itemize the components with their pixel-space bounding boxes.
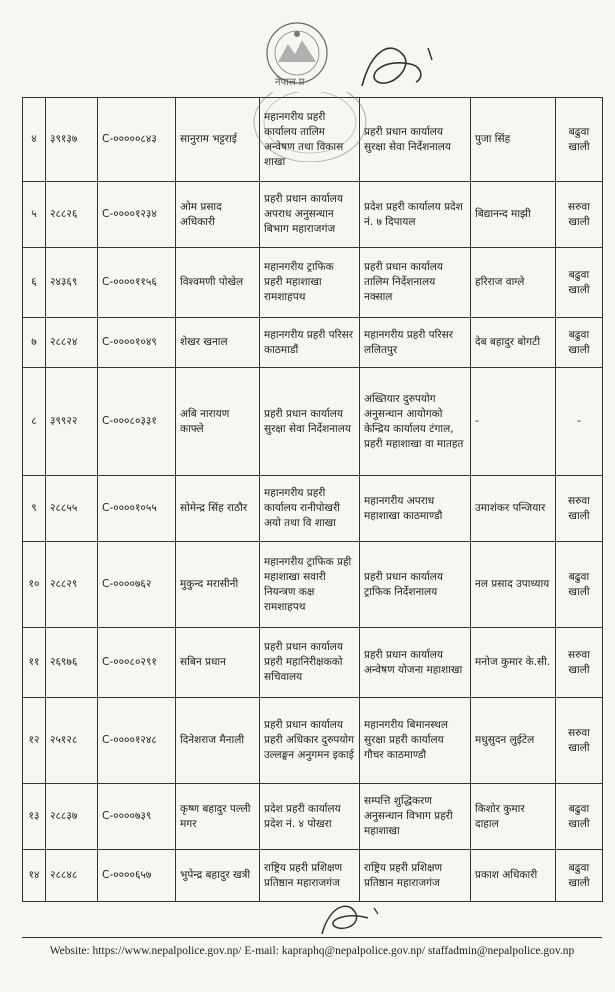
row-name: अबि नारायण काफ्ले — [176, 368, 260, 476]
row-replacement: उमाशंकर पन्जियार — [471, 476, 556, 542]
row-remark: सरुवा खाली — [556, 698, 603, 784]
row-code-number: C-०००८०३३१ — [98, 368, 176, 476]
row-current-office: महानगरीय प्रहरी कार्यालय रानीपोखरी अयो तथा वि शाखा — [260, 476, 360, 542]
row-name: विश्वमणी पोखेल — [176, 248, 260, 318]
table-row — [23, 182, 603, 248]
table-row — [23, 698, 603, 784]
seal-caption: नेपाल प्र — [275, 77, 305, 88]
row-serial-number: ८ — [23, 368, 46, 476]
row-code-number: C-००००७६२ — [98, 542, 176, 628]
row-employee-id: २८८२४ — [46, 318, 98, 368]
row-remark: सरुवा खाली — [556, 476, 603, 542]
row-replacement: नल प्रसाद उपाध्याय — [471, 542, 556, 628]
row-replacement: मधुसुदन लुईटेल — [471, 698, 556, 784]
row-new-office: प्रहरी प्रधान कार्यालय ट्राफिक निर्देशनालय — [360, 542, 471, 628]
row-code-number: C-००००१०४९ — [98, 318, 176, 368]
row-name: सबिन प्रधान — [176, 628, 260, 698]
table-row — [23, 98, 603, 182]
row-serial-number: ५ — [23, 182, 46, 248]
row-name: शेखर खनाल — [176, 318, 260, 368]
row-employee-id: २८८५५ — [46, 476, 98, 542]
row-current-office: प्रहरी प्रधान कार्यालय प्रहरी अधिकार दुरुपयोग उल्लङ्घन अनुगमन इकाई — [260, 698, 360, 784]
row-remark: बढुवा खाली — [556, 784, 603, 850]
row-serial-number: १४ — [23, 850, 46, 902]
row-name: भुपेन्द्र बहादुर खत्री — [176, 850, 260, 902]
row-new-office: प्रहरी प्रधान कार्यालय सुरक्षा सेवा निर्देशनालय — [360, 98, 471, 182]
row-new-office: प्रदेश प्रहरी कार्यालय प्रदेश नं. ७ दिपायल — [360, 182, 471, 248]
row-current-office: महानगरीय ट्राफिक प्रही महाशाखा सवारी नियन्त्रण कक्ष रामशाहपथ — [260, 542, 360, 628]
row-replacement: प्रकाश अधिकारी — [471, 850, 556, 902]
row-current-office: प्रदेश प्रहरी कार्यालय प्रदेश नं. ४ पोखरा — [260, 784, 360, 850]
row-replacement: पुजा सिंह — [471, 98, 556, 182]
table-row — [23, 476, 603, 542]
row-new-office: महानगरीय अपराध महाशाखा काठमाण्डौ — [360, 476, 471, 542]
table-row — [23, 628, 603, 698]
row-new-office: सम्पत्ति शुद्धिकरण अनुसन्धान विभाग प्रहरी महाशाखा — [360, 784, 471, 850]
row-code-number: C-००००६५७ — [98, 850, 176, 902]
footer-contact: Website: https://www.nepalpolice.gov.np/ E-mail: kapraphq@nepalpolice.gov.np/ staffadmin@nepalpolice.gov.np — [49, 945, 575, 957]
row-remark: बढुवा खाली — [556, 248, 603, 318]
row-name: मुकुन्द मरासीनी — [176, 542, 260, 628]
row-code-number: C-००००१२४८ — [98, 698, 176, 784]
row-employee-id: २८८४८ — [46, 850, 98, 902]
row-remark: बढुवा खाली — [556, 318, 603, 368]
signature-top-icon — [352, 38, 442, 98]
row-current-office: महानगरीय प्रहरी कार्यालय तालिम अन्वेषण तथा विकास शाखा — [260, 98, 360, 182]
table-row — [23, 368, 603, 476]
row-serial-number: १० — [23, 542, 46, 628]
row-employee-id: २५१२८ — [46, 698, 98, 784]
row-employee-id: २८८२६ — [46, 182, 98, 248]
row-name: सोमेन्द्र सिंह राठौर — [176, 476, 260, 542]
row-code-number: C-०००८०२९१ — [98, 628, 176, 698]
row-remark: - — [556, 368, 603, 476]
row-new-office: महानगरीय प्रहरी परिसर ललितपुर — [360, 318, 471, 368]
table-row — [23, 318, 603, 368]
table-row — [23, 248, 603, 318]
row-replacement: हरिराज वाग्ले — [471, 248, 556, 318]
row-current-office: प्रहरी प्रधान कार्यालय सुरक्षा सेवा निर्देशनालय — [260, 368, 360, 476]
row-new-office: अख्तियार दुरुपयोग अनुसन्धान आयोगको केन्द्रिय कार्यालय टंगाल, प्रहरी महाशाखा वा मातहत — [360, 368, 471, 476]
row-name: सानुराम भट्टराई — [176, 98, 260, 182]
row-current-office: प्रहरी प्रधान कार्यालय अपराध अनुसन्धान बिभाग महाराजगंज — [260, 182, 360, 248]
row-current-office: महानगरीय प्रहरी परिसर काठमाडौं — [260, 318, 360, 368]
row-serial-number: ९ — [23, 476, 46, 542]
row-employee-id: २८८३७ — [46, 784, 98, 850]
row-replacement: - — [471, 368, 556, 476]
row-remark: सरुवा खाली — [556, 628, 603, 698]
row-remark: बढुवा खाली — [556, 98, 603, 182]
row-replacement: देब बहादुर बोगटी — [471, 318, 556, 368]
table-row — [23, 850, 603, 902]
row-serial-number: ६ — [23, 248, 46, 318]
row-employee-id: ३९१३७ — [46, 98, 98, 182]
row-new-office: राष्ट्रिय प्रहरी प्रशिक्षण प्रतिष्ठान महाराजगंज — [360, 850, 471, 902]
row-remark: सरुवा खाली — [556, 182, 603, 248]
row-new-office: प्रहरी प्रधान कार्यालय अन्वेषण योजना महाशाखा — [360, 628, 471, 698]
row-code-number: C-००००१२३४ — [98, 182, 176, 248]
transfer-table — [22, 97, 603, 902]
row-remark: बढुवा खाली — [556, 542, 603, 628]
row-name: कृष्ण बहादुर पल्ली मगर — [176, 784, 260, 850]
row-name: दिनेशराज मैनाली — [176, 698, 260, 784]
row-name: ओम प्रसाद अधिकारी — [176, 182, 260, 248]
row-code-number: C-००००१०५५ — [98, 476, 176, 542]
row-current-office: राष्ट्रिय प्रहरी प्रशिक्षण प्रतिष्ठान महाराजगंज — [260, 850, 360, 902]
row-new-office: महानगरीय बिमानस्थल सुरक्षा प्रहरी कार्यालय गौचर काठमाण्डौ — [360, 698, 471, 784]
row-employee-id: ३९९२२ — [46, 368, 98, 476]
row-code-number: C-०००००८४३ — [98, 98, 176, 182]
row-serial-number: १३ — [23, 784, 46, 850]
row-remark: बढुवा खाली — [556, 850, 603, 902]
row-serial-number: ४ — [23, 98, 46, 182]
row-serial-number: १२ — [23, 698, 46, 784]
signature-bottom-icon — [316, 898, 386, 940]
row-serial-number: ११ — [23, 628, 46, 698]
row-new-office: प्रहरी प्रधान कार्यालय तालिम निर्देशनालय नक्साल — [360, 248, 471, 318]
row-replacement: किशोर कुमार दाहाल — [471, 784, 556, 850]
row-serial-number: ७ — [23, 318, 46, 368]
row-code-number: C-००००११५६ — [98, 248, 176, 318]
row-replacement: बिद्यानन्द माझी — [471, 182, 556, 248]
row-employee-id: २६९७६ — [46, 628, 98, 698]
row-employee-id: २४३६९ — [46, 248, 98, 318]
row-code-number: C-००००७३९ — [98, 784, 176, 850]
row-current-office: महानगरीय ट्राफिक प्रहरी महाशाखा रामशाहपथ — [260, 248, 360, 318]
row-current-office: प्रहरी प्रधान कार्यालय प्रहरी महानिरीक्षकको सचिवालय — [260, 628, 360, 698]
table-row — [23, 542, 603, 628]
table-row — [23, 784, 603, 850]
row-replacement: मनोज कुमार के.सी. — [471, 628, 556, 698]
row-employee-id: २८८२९ — [46, 542, 98, 628]
footer-divider — [22, 937, 602, 938]
